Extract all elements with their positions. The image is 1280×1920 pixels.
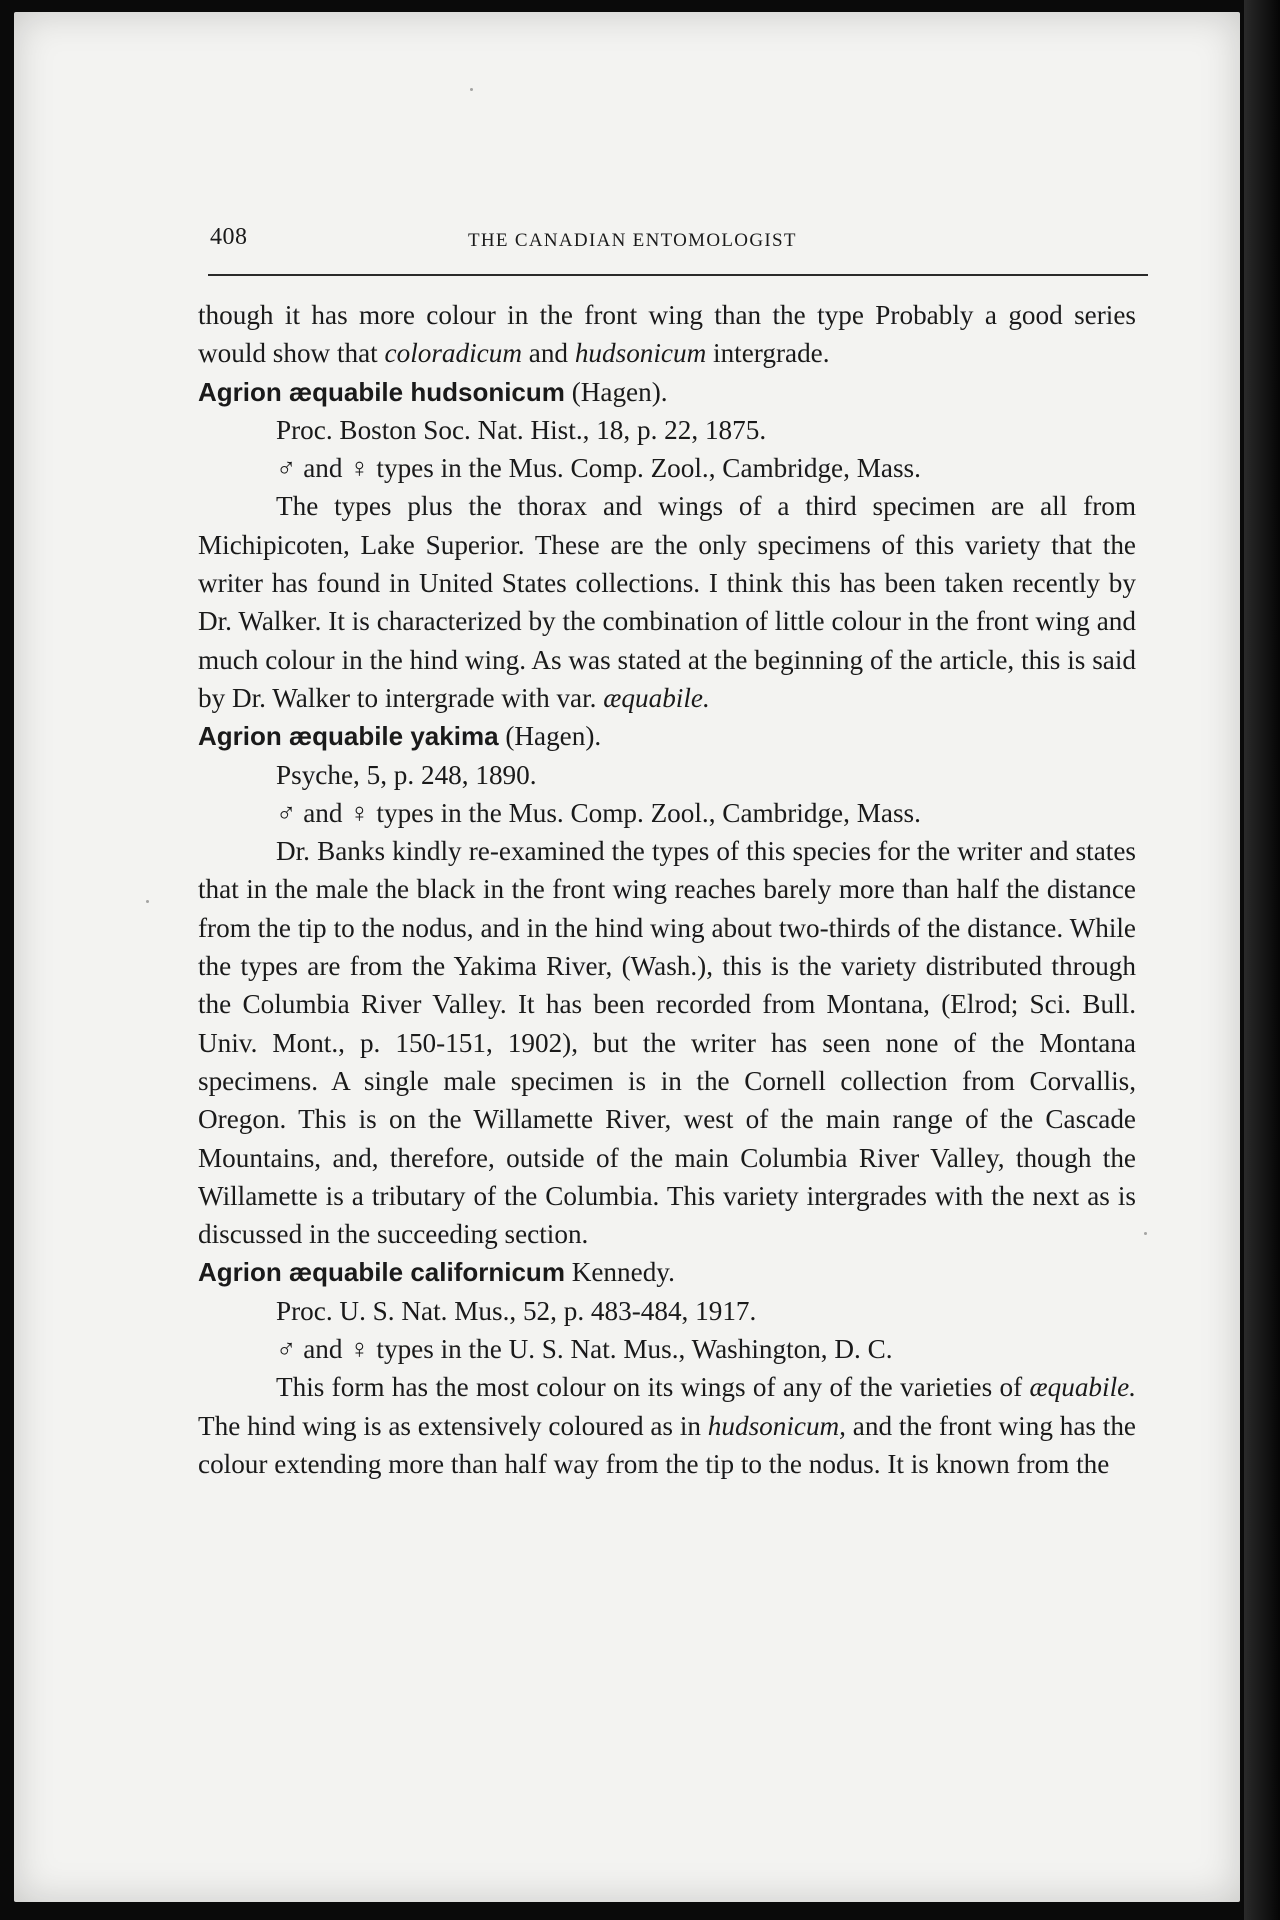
scan-speck (1144, 1232, 1147, 1235)
text-run: intergrade. (706, 338, 830, 369)
section-heading-californicum (198, 1253, 1136, 1291)
paragraph (198, 487, 1136, 717)
species-author: Kennedy. (564, 1257, 675, 1288)
page-edge-shadow (1244, 0, 1280, 1920)
article-body (198, 296, 1136, 1483)
text-run: The hind wing is as extensively coloured as in (198, 1410, 708, 1441)
paragraph (198, 1368, 1136, 1483)
text-run: and (521, 338, 575, 369)
taxon-name: coloradicum (384, 338, 522, 369)
citation: Proc. U. S. Nat. Mus., 52, p. 483-484, 1917. (276, 1295, 757, 1326)
scan-speck (470, 88, 473, 91)
text-run: This form has the most colour on its wings of any of the varieties of (276, 1372, 1030, 1403)
citation: Psyche, 5, p. 248, 1890. (276, 759, 537, 790)
text-run: and the front wing has the colour extending more than half way from the tip to the nodus. It is known from the (198, 1410, 1136, 1479)
species-heading: Agrion æquabile californicum (198, 1257, 565, 1288)
types-note: ♂ and ♀ types in the U. S. Nat. Mus., Washington, D. C. (276, 1334, 893, 1365)
page-header (196, 224, 1146, 258)
species-heading: Agrion æquabile hudsonicum (198, 376, 565, 407)
citation: Proc. Boston Soc. Nat. Hist., 18, p. 22, 1875. (276, 414, 767, 445)
taxon-name: hudsonicum (574, 338, 707, 369)
types-note: ♂ and ♀ types in the Mus. Comp. Zool., Cambridge, Mass. (276, 797, 921, 828)
header-rule (208, 274, 1148, 276)
running-head: THE CANADIAN ENTOMOLOGIST (468, 230, 797, 251)
paragraph: Dr. Banks kindly re-examined the types of this species for the writer and states that in the male the black in the front wing reaches barely more than half the distance from the tip to the nodus, and in the hind wing about two-thirds of the distance. While the types are from the Yakima River, (Wash.), this is the variety distributed through the Columbia River Valley. It has been recorded from Montana, (Elrod; Sci. Bull. Univ. Mont., p. 150-151, 1902), but the writer has seen none of the Montana specimens. A single male specimen is in the Cornell collection from Corvallis, Oregon. This is on the Willamette River, west of the main range of the Cascade Mountains, and, therefore, outside of the main Columbia River Valley, though the Willamette is a tributary of the Columbia. This variety intergrades with the next as is discussed in the succeeding section. (198, 836, 1136, 1250)
scan-speck (146, 900, 149, 903)
taxon-name: æquabile. (1029, 1372, 1136, 1403)
paragraph-continuation (198, 296, 1136, 373)
section-heading-yakima (198, 717, 1136, 755)
text-run: The types plus the thorax and wings of a third specimen are all from Michipicoten, Lake Superior. These are the only specimens of this variety that the writer has found in United States collections. I think this has been taken recently by Dr. Walker. It is characterized by the combination of little colour in the front wing and much colour in the hind wing. As was stated at the beginning of the article, this is said by Dr. Walker to intergrade with var. (198, 491, 1136, 713)
text-run: though it has more colour in the front wing than the type Probably a good series would show that (198, 300, 1136, 369)
types-note: ♂ and ♀ types in the Mus. Comp. Zool., Cambridge, Mass. (276, 453, 921, 484)
species-heading: Agrion æquabile yakima (198, 721, 499, 752)
species-author: (Hagen). (498, 721, 602, 752)
species-author: (Hagen). (564, 376, 668, 407)
section-heading-hudsonicum (198, 373, 1136, 411)
taxon-name: æquabile. (603, 682, 710, 713)
taxon-name: hudsonicum, (707, 1410, 846, 1441)
page-number: 408 (210, 224, 248, 250)
